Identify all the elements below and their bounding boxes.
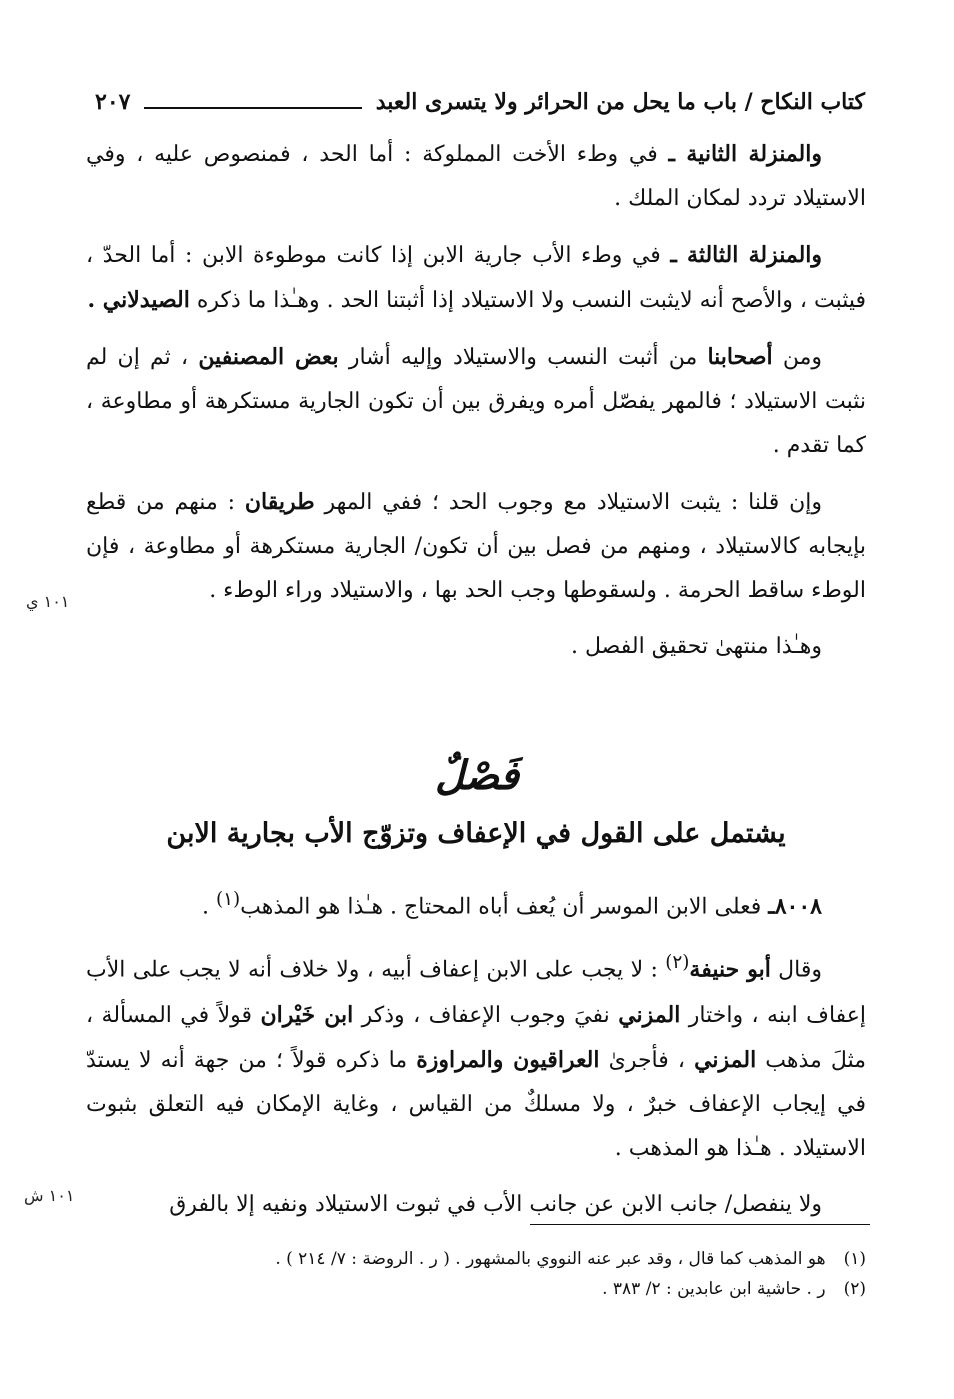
text-run: وقال (778, 957, 822, 983)
paragraph-lead: والمنزلة الثانية ـ (668, 141, 822, 167)
footnote-number: (١) (843, 1249, 866, 1269)
paragraph-5 (86, 625, 866, 669)
text-run: من أثبت النسب والاستيلاد وإليه أشار (348, 345, 698, 370)
text-run: . (201, 894, 209, 920)
text-run: قولاً في المسألة ، مثلَ مذهب (86, 1002, 867, 1073)
margin-note: ١٠١ ش (24, 1186, 75, 1205)
paragraph-lead: والمنزلة الثالثة ـ (670, 242, 823, 268)
margin-note: ١٠١ ي (26, 592, 70, 611)
section-title: يشتمل على القول في الإعفاف وتزوّج الأب بجارية الابن (166, 818, 786, 849)
section-text (86, 878, 866, 1239)
text-run: ما ذكره قولاً ؛ من جهة أنه لا يستدّ في إيجاب الإعفاف خبرٌ ، ولا مسلكٌ من القياس ، وغاية الإمكان فيه التعلق بثبوت الاستيلاد . هـٰذا هو المذهب . (86, 1047, 866, 1161)
bold-term: بعض المصنفين (198, 344, 339, 370)
paragraph-1 (86, 132, 866, 221)
footnote (86, 1244, 866, 1274)
paragraph-2 (86, 233, 866, 323)
text-run: : لا يجب على الابن إعفاف أبيه ، ولا خلاف أنه لا يجب على الأب إعفاف ابنه ، واختار (86, 957, 867, 1028)
paragraph-text: في وطء الأب جارية الابن إذا كانت موطوءة الابن : أما الحدّ ، فيثبت ، والأصح أنه لايثبت النسب ولا الاستيلاد إذا أثبتنا الحد . وهـٰذا ما ذكره (86, 243, 866, 313)
paragraph-tail: الصيدلاني . (87, 287, 190, 313)
section-heading-calligraphy: فَصْلٌ (434, 752, 520, 799)
paragraph-text: ولا ينفصل/ جانب الابن عن جانب الأب في ثبوت الاستيلاد ونفيه إلا بالفرق (169, 1191, 822, 1217)
bold-term: العراقيون والمراوزة (416, 1046, 600, 1073)
text-run: ، فأجرىٰ (608, 1047, 685, 1073)
footnote-separator (530, 1224, 870, 1225)
footnote-text: هو المذهب كما قال ، وقد عبر عنه النووي بالمشهور . ( ر . الروضة : ٧/ ٢١٤ ) . (275, 1249, 826, 1269)
bold-term: المزني (618, 1001, 681, 1028)
text-run: ، ثم إن لم نثبت الاستيلاد ؛ فالمهر يفصّل أمره ويفرق بين أن تكون الجارية مستكرهة أو مطاوعة ، كما تقدم . (86, 345, 866, 458)
text-run: نفيَ وجوب الإعفاف ، وذكر (361, 1002, 610, 1028)
bold-term: أصحابنا (707, 344, 773, 370)
paragraph-6 (86, 878, 866, 929)
bold-term: ابن خَيْران (260, 1001, 354, 1028)
page-number: ٢٠٧ (95, 89, 131, 115)
header-title: كتاب النكاح / باب ما يحل من الحرائر ولا يتسرى العبد (375, 89, 865, 115)
paragraph-4 (86, 480, 866, 613)
paragraph-8 (86, 1183, 866, 1227)
paragraph-text: في وطء الأخت المملوكة : أما الحد ، فمنصوص عليه ، وفي الاستيلاد تردد لمكان الملك . (86, 142, 866, 211)
footnote-ref[interactable]: (١) (215, 889, 241, 910)
text-run: : منهم من قطع بإيجابه كالاستيلاد ، ومنهم من فصل بين أن تكون/ الجارية مستكرهة أو مطاوعة ، فإن الوطء ساقط الحرمة . ولسقوطها وجب الحد بها ، والاستيلاد وراء الوطء . (86, 490, 866, 603)
text-run: وإن قلنا : يثبت الاستيلاد مع وجوب الحد ؛ ففي المهر (324, 490, 823, 515)
paragraph-text: فعلى الابن الموسر أن يُعف أباه المحتاج . هـٰذا هو المذهب (240, 894, 762, 920)
footnote-text: ر . حاشية ابن عابدين : ٢/ ٣٨٣ . (602, 1279, 826, 1299)
bold-term: أبو حنيفة (689, 956, 771, 983)
footnote (86, 1274, 866, 1304)
bold-term: المزني (694, 1046, 757, 1073)
paragraph-3 (86, 335, 866, 468)
header-rule (144, 107, 361, 109)
bold-term: طريقان (244, 489, 315, 515)
issue-number: ٨٠٠٨ـ (768, 893, 822, 920)
main-text (86, 132, 866, 681)
paragraph-7 (86, 941, 866, 1170)
footnote-ref[interactable]: (٢) (665, 952, 690, 974)
text-run: ومن (782, 345, 823, 370)
footnotes (86, 1244, 866, 1304)
footnote-number: (٢) (843, 1279, 866, 1299)
paragraph-text: وهـٰذا منتهىٰ تحقيق الفصل . (571, 634, 822, 659)
running-header (95, 82, 865, 122)
